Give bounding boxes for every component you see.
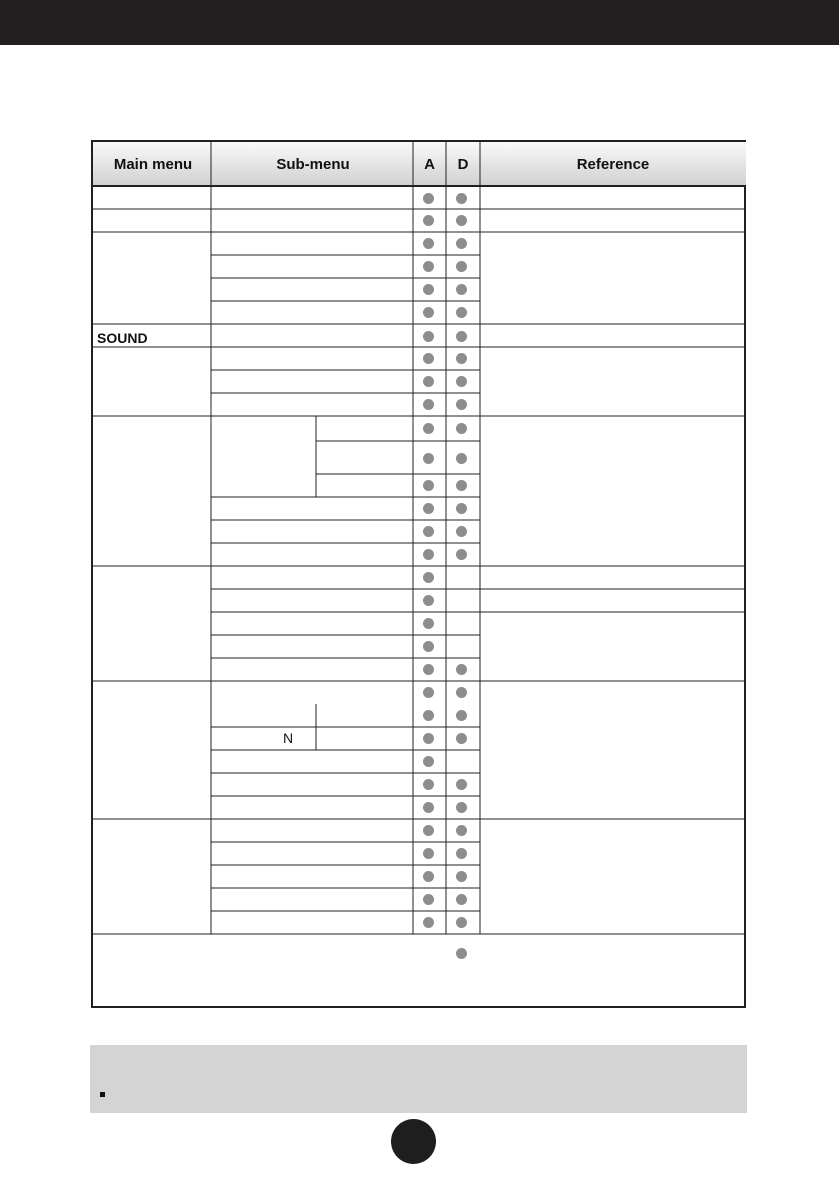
dot-a <box>423 894 434 905</box>
dot-d <box>456 802 467 813</box>
dot-a <box>423 825 434 836</box>
dot-d <box>456 284 467 295</box>
dot-a <box>423 664 434 675</box>
dot-a <box>423 399 434 410</box>
dot-d <box>456 307 467 318</box>
dot-d <box>456 353 467 364</box>
dot-d <box>456 710 467 721</box>
dot-d <box>456 453 467 464</box>
dot-d <box>456 848 467 859</box>
dot-a <box>423 353 434 364</box>
dot-a <box>423 710 434 721</box>
dot-a <box>423 261 434 272</box>
dot-d <box>456 480 467 491</box>
dot-a <box>423 779 434 790</box>
page-number-badge <box>391 1119 436 1164</box>
dot-a <box>423 618 434 629</box>
dot-d <box>456 733 467 744</box>
dot-d <box>456 376 467 387</box>
dot-a <box>423 503 434 514</box>
dot-d <box>456 503 467 514</box>
dot-a <box>423 871 434 882</box>
dot-d <box>456 526 467 537</box>
dot-a <box>423 238 434 249</box>
dot-d <box>456 238 467 249</box>
dot-a <box>423 331 434 342</box>
dot-d <box>456 331 467 342</box>
dot-a <box>423 802 434 813</box>
dot-d <box>456 917 467 928</box>
dot-d <box>456 825 467 836</box>
dot-a <box>423 307 434 318</box>
header-sub-menu: Sub-menu <box>213 142 413 187</box>
dot-d <box>456 261 467 272</box>
dot-a <box>423 572 434 583</box>
dot-a <box>423 284 434 295</box>
dot-d <box>456 779 467 790</box>
dot-d <box>456 549 467 560</box>
bullet-icon <box>100 1092 105 1097</box>
header-reference: Reference <box>480 142 746 187</box>
dot-d <box>456 948 467 959</box>
header-main-menu: Main menu <box>93 142 213 187</box>
dot-a <box>423 526 434 537</box>
dot-d <box>456 871 467 882</box>
dot-a <box>423 453 434 464</box>
dot-d <box>456 193 467 204</box>
table-grid <box>93 142 746 1008</box>
dot-a <box>423 733 434 744</box>
dot-a <box>423 480 434 491</box>
dot-a <box>423 687 434 698</box>
header-a: A <box>413 142 446 187</box>
dot-a <box>423 848 434 859</box>
dot-a <box>423 641 434 652</box>
note-box <box>90 1045 747 1113</box>
dot-a <box>423 423 434 434</box>
dot-a <box>423 549 434 560</box>
dot-d <box>456 423 467 434</box>
header-bar <box>0 0 839 45</box>
dot-a <box>423 376 434 387</box>
dot-d <box>456 664 467 675</box>
dot-a <box>423 917 434 928</box>
dot-d <box>456 399 467 410</box>
header-d: D <box>446 142 480 187</box>
dot-d <box>456 215 467 226</box>
dot-a <box>423 595 434 606</box>
dot-a <box>423 193 434 204</box>
menu-table <box>91 140 746 1008</box>
dot-d <box>456 894 467 905</box>
sub-menu-n: N <box>283 730 294 746</box>
main-menu-sound: SOUND <box>97 330 148 346</box>
dot-a <box>423 215 434 226</box>
dot-a <box>423 756 434 767</box>
dot-d <box>456 687 467 698</box>
